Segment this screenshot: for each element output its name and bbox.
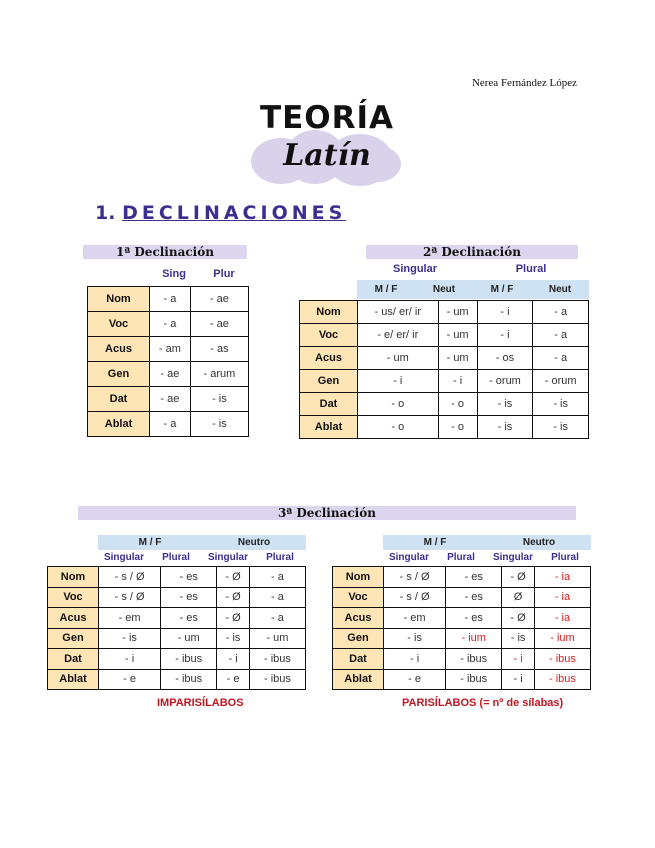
decl2-banner: 2ª Declinación bbox=[366, 245, 578, 259]
ending-cell: - es bbox=[161, 567, 217, 588]
decl3-left-col-1: Singular bbox=[103, 552, 144, 563]
ending-cell: - um bbox=[438, 324, 477, 347]
case-label: Gen bbox=[333, 628, 384, 649]
decl1-header-plur: Plur bbox=[213, 268, 235, 280]
ending-cell: - o bbox=[358, 393, 439, 416]
decl3-right-row bbox=[333, 608, 591, 629]
case-label: Acus bbox=[333, 608, 384, 629]
decl2-row bbox=[300, 370, 589, 393]
ending-cell: - ae bbox=[190, 312, 248, 337]
ending-cell: Ø bbox=[502, 587, 535, 608]
decl1-row bbox=[88, 337, 249, 362]
case-label: Ablat bbox=[333, 669, 384, 690]
ending-cell: - am bbox=[150, 337, 191, 362]
ending-cell: - ia bbox=[534, 567, 590, 588]
ending-cell: - o bbox=[438, 393, 477, 416]
title-sub: Latín bbox=[283, 138, 371, 173]
ending-cell: - i bbox=[477, 324, 533, 347]
case-label: Gen bbox=[48, 628, 99, 649]
ending-cell: - es bbox=[446, 567, 502, 588]
case-label: Dat bbox=[48, 649, 99, 670]
case-label: Acus bbox=[48, 608, 99, 629]
decl3-left-row bbox=[48, 669, 306, 690]
ending-cell: - orum bbox=[477, 370, 533, 393]
case-label: Nom bbox=[88, 287, 150, 312]
decl1-row bbox=[88, 362, 249, 387]
decl3-right-row bbox=[333, 628, 591, 649]
ending-cell: - a bbox=[249, 567, 305, 588]
ending-cell: - a bbox=[150, 312, 191, 337]
title-main: TEORÍA bbox=[259, 100, 395, 136]
case-label: Nom bbox=[48, 567, 99, 588]
decl2-row bbox=[300, 324, 589, 347]
decl1-banner: 1ª Declinación bbox=[83, 245, 247, 259]
ending-cell: - ae bbox=[150, 362, 191, 387]
decl2-col-mf-plur: M / F bbox=[473, 280, 531, 299]
decl1-header-sing: Sing bbox=[162, 268, 186, 280]
ending-cell: - a bbox=[150, 287, 191, 312]
parisilabos-label: PARISÍLABOS (= nº de sílabas) bbox=[402, 697, 564, 709]
ending-cell: - es bbox=[446, 587, 502, 608]
decl2-col-neut-sing: Neut bbox=[415, 280, 473, 299]
ending-cell: - ia bbox=[534, 608, 590, 629]
ending-cell: - ibus bbox=[249, 649, 305, 670]
section-number: 1. bbox=[95, 202, 116, 224]
ending-cell: - s / Ø bbox=[384, 567, 446, 588]
ending-cell: - ae bbox=[150, 387, 191, 412]
ending-cell: - e/ er/ ir bbox=[358, 324, 439, 347]
ending-cell: - a bbox=[150, 412, 191, 437]
ending-cell: - s / Ø bbox=[99, 567, 161, 588]
case-label: Acus bbox=[300, 347, 358, 370]
case-label: Nom bbox=[300, 301, 358, 324]
case-label: Voc bbox=[48, 587, 99, 608]
ending-cell: - i bbox=[477, 301, 533, 324]
decl3-left-row bbox=[48, 608, 306, 629]
ending-cell: - as bbox=[190, 337, 248, 362]
ending-cell: - is bbox=[190, 412, 248, 437]
decl2-row bbox=[300, 301, 589, 324]
ending-cell: - ibus bbox=[446, 669, 502, 690]
decl2-col-neut-plur: Neut bbox=[531, 280, 589, 299]
decl2-row bbox=[300, 393, 589, 416]
ending-cell: - Ø bbox=[217, 567, 250, 588]
decl3-right-table bbox=[332, 566, 591, 690]
case-label: Nom bbox=[333, 567, 384, 588]
ending-cell: - is bbox=[502, 628, 535, 649]
decl2-row bbox=[300, 416, 589, 439]
case-label: Ablat bbox=[48, 669, 99, 690]
imparisilabos-label: IMPARISÍLABOS bbox=[157, 697, 244, 709]
ending-cell: - es bbox=[446, 608, 502, 629]
ending-cell: - ium bbox=[446, 628, 502, 649]
ending-cell: - a bbox=[533, 347, 589, 370]
ending-cell: - a bbox=[249, 608, 305, 629]
decl3-left-row bbox=[48, 587, 306, 608]
decl3-right-col-4: Plural bbox=[551, 552, 579, 563]
decl3-left-row bbox=[48, 628, 306, 649]
decl3-left-row bbox=[48, 649, 306, 670]
case-label: Dat bbox=[88, 387, 150, 412]
ending-cell: - es bbox=[161, 608, 217, 629]
ending-cell: - ibus bbox=[161, 649, 217, 670]
ending-cell: - o bbox=[438, 416, 477, 439]
decl1-row bbox=[88, 312, 249, 337]
case-label: Acus bbox=[88, 337, 150, 362]
ending-cell: - ia bbox=[534, 587, 590, 608]
ending-cell: - ium bbox=[534, 628, 590, 649]
ending-cell: - i bbox=[502, 669, 535, 690]
decl3-right-col-2: Plural bbox=[447, 552, 475, 563]
ending-cell: - a bbox=[533, 301, 589, 324]
decl3-right-row bbox=[333, 669, 591, 690]
ending-cell: - ibus bbox=[534, 669, 590, 690]
ending-cell: - ibus bbox=[161, 669, 217, 690]
ending-cell: - os bbox=[477, 347, 533, 370]
section-heading bbox=[95, 202, 346, 224]
ending-cell: - a bbox=[533, 324, 589, 347]
ending-cell: - um bbox=[358, 347, 439, 370]
decl3-left-col-4: Plural bbox=[266, 552, 294, 563]
case-label: Dat bbox=[300, 393, 358, 416]
case-label: Ablat bbox=[300, 416, 358, 439]
ending-cell: - Ø bbox=[502, 608, 535, 629]
ending-cell: - e bbox=[99, 669, 161, 690]
ending-cell: - i bbox=[438, 370, 477, 393]
decl3-right-row bbox=[333, 567, 591, 588]
ending-cell: - Ø bbox=[217, 608, 250, 629]
ending-cell: - em bbox=[99, 608, 161, 629]
author-name: Nerea Fernández López bbox=[471, 77, 577, 89]
decl3-left-table bbox=[47, 566, 306, 690]
ending-cell: - i bbox=[502, 649, 535, 670]
ending-cell: - e bbox=[217, 669, 250, 690]
ending-cell: - is bbox=[384, 628, 446, 649]
ending-cell: - um bbox=[438, 301, 477, 324]
decl2-col-mf-sing: M / F bbox=[357, 280, 415, 299]
ending-cell: - ibus bbox=[446, 649, 502, 670]
ending-cell: - orum bbox=[533, 370, 589, 393]
ending-cell: - is bbox=[190, 387, 248, 412]
ending-cell: - s / Ø bbox=[99, 587, 161, 608]
ending-cell: - ibus bbox=[249, 669, 305, 690]
decl3-left-col-2: Plural bbox=[162, 552, 190, 563]
case-label: Voc bbox=[333, 587, 384, 608]
decl2-group-singular: Singular bbox=[392, 263, 437, 275]
ending-cell: - um bbox=[161, 628, 217, 649]
ending-cell: - is bbox=[533, 393, 589, 416]
ending-cell: - es bbox=[161, 587, 217, 608]
ending-cell: - arum bbox=[190, 362, 248, 387]
ending-cell: - Ø bbox=[502, 567, 535, 588]
decl1-row bbox=[88, 412, 249, 437]
ending-cell: - i bbox=[217, 649, 250, 670]
decl3-left-group-mf: M / F bbox=[98, 535, 202, 550]
case-label: Voc bbox=[88, 312, 150, 337]
ending-cell: - ae bbox=[190, 287, 248, 312]
case-label: Ablat bbox=[88, 412, 150, 437]
ending-cell: - e bbox=[384, 669, 446, 690]
ending-cell: - is bbox=[477, 393, 533, 416]
decl1-table bbox=[87, 286, 249, 437]
decl1-row bbox=[88, 387, 249, 412]
decl2-group-plural: Plural bbox=[515, 263, 547, 275]
ending-cell: - i bbox=[99, 649, 161, 670]
decl2-table bbox=[299, 300, 589, 439]
ending-cell: - is bbox=[533, 416, 589, 439]
decl3-right-row bbox=[333, 587, 591, 608]
decl2-row bbox=[300, 347, 589, 370]
ending-cell: - Ø bbox=[217, 587, 250, 608]
ending-cell: - o bbox=[358, 416, 439, 439]
decl3-left-col-3: Singular bbox=[207, 552, 248, 563]
ending-cell: - is bbox=[477, 416, 533, 439]
title-cloud bbox=[247, 100, 407, 186]
ending-cell: - em bbox=[384, 608, 446, 629]
ending-cell: - um bbox=[438, 347, 477, 370]
case-label: Gen bbox=[88, 362, 150, 387]
case-label: Dat bbox=[333, 649, 384, 670]
ending-cell: - um bbox=[249, 628, 305, 649]
decl3-right-group-mf: M / F bbox=[383, 535, 487, 550]
case-label: Gen bbox=[300, 370, 358, 393]
decl3-right-group-neutro: Neutro bbox=[487, 535, 591, 550]
decl3-banner: 3ª Declinación bbox=[78, 506, 576, 520]
decl3-left-row bbox=[48, 567, 306, 588]
ending-cell: - us/ er/ ir bbox=[358, 301, 439, 324]
ending-cell: - i bbox=[384, 649, 446, 670]
decl3-right-col-1: Singular bbox=[388, 552, 429, 563]
decl3-right-col-3: Singular bbox=[492, 552, 533, 563]
ending-cell: - a bbox=[249, 587, 305, 608]
case-label: Voc bbox=[300, 324, 358, 347]
decl3-left-group-neutro: Neutro bbox=[202, 535, 306, 550]
section-word: DECLINACIONES bbox=[122, 202, 347, 224]
ending-cell: - s / Ø bbox=[384, 587, 446, 608]
ending-cell: - i bbox=[358, 370, 439, 393]
ending-cell: - ibus bbox=[534, 649, 590, 670]
decl3-right-row bbox=[333, 649, 591, 670]
ending-cell: - is bbox=[217, 628, 250, 649]
ending-cell: - is bbox=[99, 628, 161, 649]
decl1-row bbox=[88, 287, 249, 312]
